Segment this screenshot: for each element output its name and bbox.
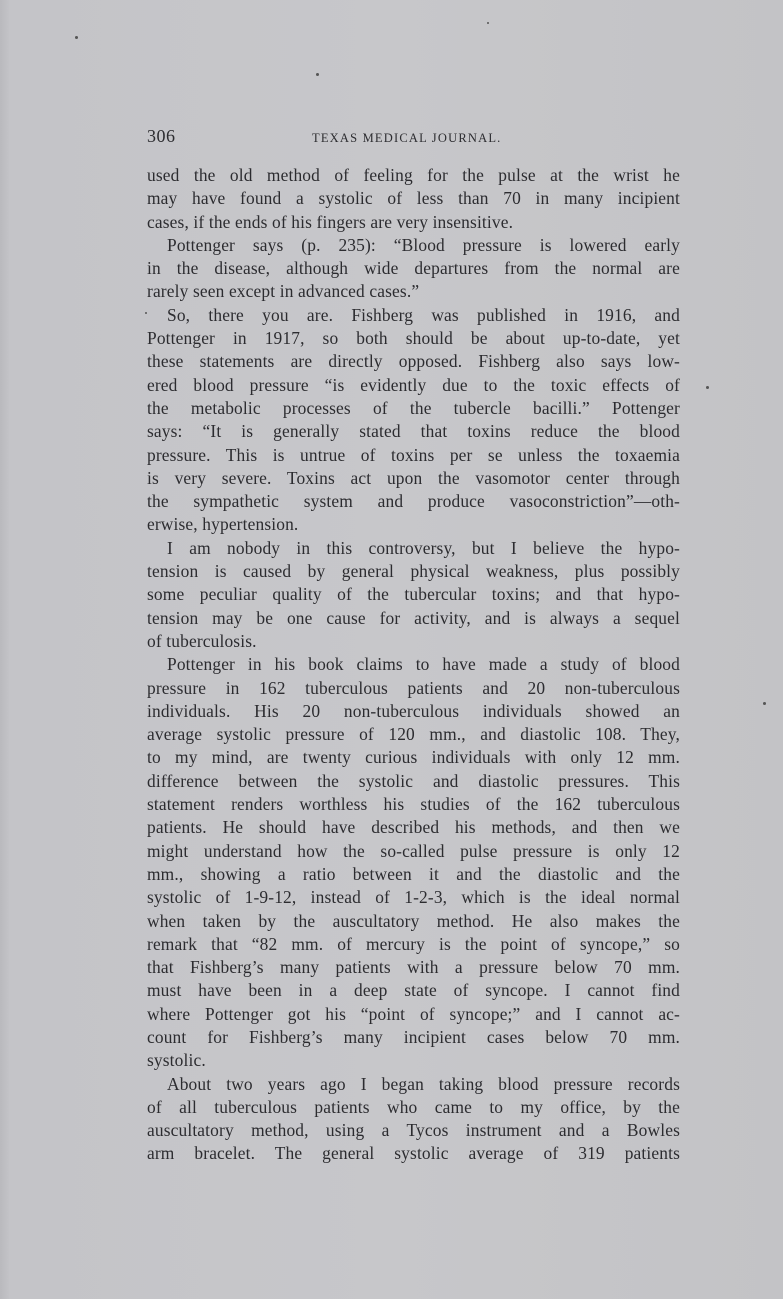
text-line: difference between the systolic and diastolic pressures. This: [147, 770, 680, 791]
paper-speck: [75, 36, 78, 39]
text-line: About two years ago I began taking blood pressure records: [167, 1073, 680, 1094]
text-line: So, there you are. Fishberg was published in 1916, and: [167, 304, 680, 325]
text-line: Pottenger says (p. 235): “Blood pressure is lowered early: [167, 234, 680, 255]
text-line: might understand how the so-called pulse pressure is only 12: [147, 840, 680, 861]
text-line: says: “It is generally stated that toxins reduce the blood: [147, 421, 680, 442]
page-header: [147, 126, 679, 150]
text-line: used the old method of feeling for the pulse at the wrist he: [147, 165, 680, 185]
text-line: tension may be one cause for activity, and is always a sequel: [147, 607, 680, 628]
text-line: cases, if the ends of his fingers are very insensitive.: [147, 211, 514, 232]
text-line: tension is caused by general physical weakness, plus possibly: [147, 561, 680, 582]
text-line: remark that “82 mm. of mercury is the point of syncope,” so: [147, 933, 680, 954]
text-line: erwise, hypertension.: [147, 514, 299, 535]
text-line: pressure. This is untrue of toxins per se unless the toxaemia: [147, 444, 680, 465]
text-line: some peculiar quality of the tubercular toxins; and that hypo-: [147, 584, 680, 605]
text-line: individuals. His 20 non-tuberculous individuals showed an: [147, 700, 680, 721]
paper-speck: [316, 73, 319, 76]
text-line: where Pottenger got his “point of syncope;” and I cannot ac-: [147, 1003, 680, 1024]
text-line: average systolic pressure of 120 mm., and diastolic 108. They,: [147, 724, 680, 745]
body-text: [147, 164, 680, 1166]
text-line: when taken by the auscultatory method. He also makes the: [147, 910, 680, 931]
text-line: arm bracelet. The general systolic average of 319 patients: [147, 1143, 680, 1164]
text-line: that Fishberg’s many patients with a pressure below 70 mm.: [147, 957, 680, 978]
text-line: may have found a systolic of less than 70 in many incipient: [147, 188, 680, 209]
text-line: I am nobody in this controversy, but I believe the hypo-: [167, 537, 680, 558]
text-line: systolic of 1-9-12, instead of 1-2-3, which is the ideal normal: [147, 887, 680, 908]
text-line: statement renders worthless his studies of the 162 tuberculous: [147, 794, 680, 815]
text-line: of tuberculosis.: [147, 630, 257, 651]
running-head: TEXAS MEDICAL JOURNAL.: [312, 131, 502, 145]
text-line: patients. He should have described his methods, and then we: [147, 817, 680, 838]
text-line: is very severe. Toxins act upon the vasomotor center through: [147, 467, 680, 488]
text-line: these statements are directly opposed. Fishberg also says low-: [147, 351, 680, 372]
text-line: to my mind, are twenty curious individuals with only 12 mm.: [147, 747, 680, 768]
text-line: ered blood pressure “is evidently due to the toxic effects of: [147, 374, 680, 395]
text-line: auscultatory method, using a Tycos instrument and a Bowles: [147, 1120, 680, 1141]
page-number: 306: [147, 126, 176, 146]
text-line: pressure in 162 tuberculous patients and 20 non-tuberculous: [147, 677, 680, 698]
text-line: rarely seen except in advanced cases.”: [147, 281, 420, 302]
paper-speck: [487, 22, 489, 24]
text-line: Pottenger in his book claims to have made a study of blood: [167, 654, 680, 675]
text-line: Pottenger in 1917, so both should be about up-to-date, yet: [147, 328, 680, 349]
text-line: in the disease, although wide departures from the normal are: [147, 258, 680, 279]
text-line: systolic.: [147, 1050, 206, 1071]
text-line: of all tuberculous patients who came to my office, by the: [147, 1096, 680, 1117]
paper-speck: [763, 702, 766, 705]
text-line: must have been in a deep state of syncope. I cannot find: [147, 980, 680, 1001]
text-line: the sympathetic system and produce vasoconstriction”—oth-: [147, 491, 680, 512]
text-line: mm., showing a ratio between it and the diastolic and the: [147, 863, 680, 884]
text-line: count for Fishberg’s many incipient cases below 70 mm.: [147, 1026, 680, 1047]
paper-speck: [706, 386, 709, 389]
paper-speck: [145, 312, 147, 314]
text-line: the metabolic processes of the tubercle bacilli.” Pottenger: [147, 397, 680, 418]
